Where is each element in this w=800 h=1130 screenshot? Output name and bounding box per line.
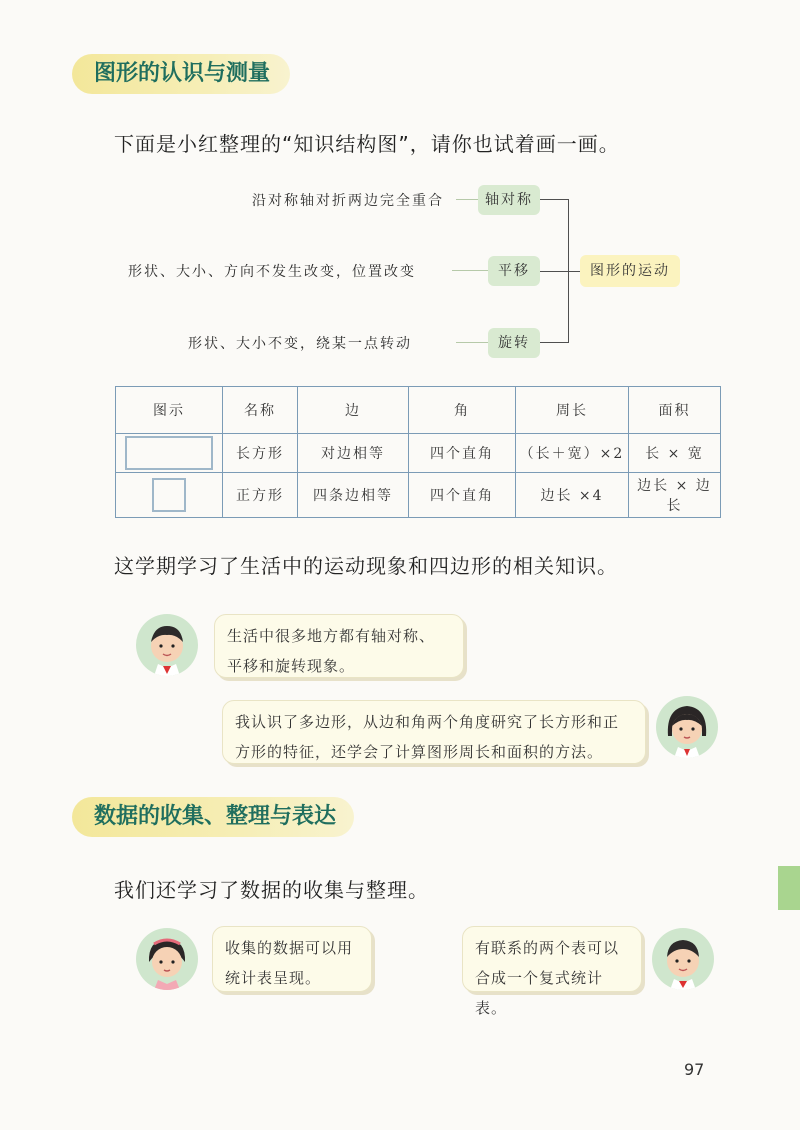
table-header-cell: 面积 [629,387,721,434]
tag-rotation: 旋转 [488,328,540,358]
table-cell: 四个直角 [409,434,516,473]
table-cell: （长＋宽）×2 [516,434,629,473]
page-number: 97 [684,1060,705,1079]
girl-avatar [656,696,718,758]
table-cell: 长方形 [223,434,298,473]
table-cell: 长 × 宽 [629,434,721,473]
data-intro-text: 我们还学习了数据的收集与整理。 [114,878,429,902]
boy-face-icon [652,928,714,990]
table-cell: 边长 × 边长 [629,472,721,517]
tag-translation: 平移 [488,256,540,286]
intro-text: 下面是小红整理的“知识结构图”，请你也试着画一画。 [114,132,620,156]
bubble-line: 平移和旋转现象。 [227,657,356,675]
desc-rotation: 形状、大小不变，绕某一点转动 [188,336,412,352]
table-header-cell: 角 [409,387,516,434]
girl2-avatar [136,928,198,990]
bubble-line: 合成一个复式统计表。 [475,969,604,1017]
chapter-side-tab [778,866,800,910]
table-header-row [116,387,721,434]
bubble-line: 我认识了多边形，从边和角两个角度研究了长方形和正 [235,713,620,731]
table-row [116,472,721,517]
quadrilateral-table [115,386,721,518]
table-cell: 四条边相等 [298,472,409,517]
table-header-cell: 图示 [116,387,223,434]
boy2-avatar [652,928,714,990]
table-header-cell: 周长 [516,387,629,434]
bracket-middle [540,271,580,272]
rectangle-figure [125,436,213,470]
table-cell: 边长 ×4 [516,472,629,517]
table-row [116,434,721,473]
square-figure [152,478,186,512]
bubble-line: 统计表呈现。 [225,969,322,987]
girl-face-icon [136,928,198,990]
speech-bubble-boy2 [462,926,642,1017]
speech-bubble-girl1 [222,700,646,764]
table-header-cell: 边 [298,387,409,434]
table-cell: 正方形 [223,472,298,517]
bubble-line: 收集的数据可以用 [225,939,354,957]
bracket-bottom [540,342,568,343]
desc-translation: 形状、大小、方向不发生改变，位置改变 [128,264,416,280]
tag-shape-motion: 图形的运动 [580,255,680,287]
summary-text: 这学期学习了生活中的运动现象和四边形的相关知识。 [114,554,618,578]
connector-line [452,270,488,271]
table-header-cell: 名称 [223,387,298,434]
section-title-data: 数据的收集、整理与表达 [72,797,354,837]
connector-line [456,199,478,200]
table-cell [116,434,223,473]
boy-avatar [136,614,198,676]
tag-axis-symmetry: 轴对称 [478,185,540,215]
connector-line [456,342,488,343]
speech-bubble-boy1 [214,614,464,678]
table-cell [116,472,223,517]
speech-bubble-girl2 [212,926,372,992]
bubble-line: 生活中很多地方都有轴对称、 [227,627,436,645]
section-title-geometry: 图形的认识与测量 [72,54,290,94]
table-cell: 对边相等 [298,434,409,473]
boy-face-icon [136,614,198,676]
bracket-top [540,199,568,200]
girl-face-icon [656,696,718,758]
table-cell: 四个直角 [409,472,516,517]
desc-axis-symmetry: 沿对称轴对折两边完全重合 [252,193,444,209]
bubble-line: 有联系的两个表可以 [475,939,620,957]
bubble-line: 方形的特征，还学会了计算图形周长和面积的方法。 [235,743,604,761]
bracket-vertical [568,199,569,343]
